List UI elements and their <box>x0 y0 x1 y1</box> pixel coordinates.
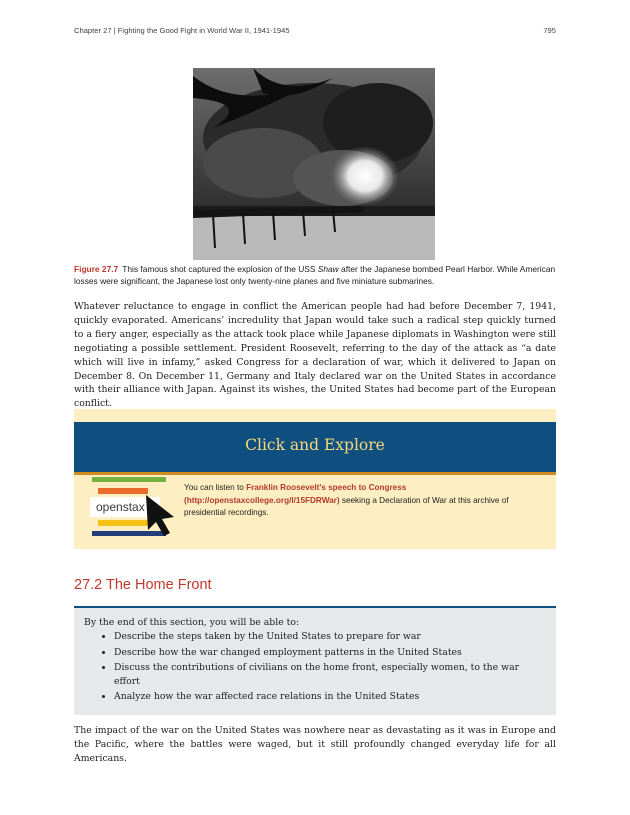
body-paragraph-2: The impact of the war on the United States was nowhere near as devastating as it was in Europe and the Pacific, where the battles were waged, but it still profoundly changed everyday life for all Americans. <box>74 725 556 764</box>
caption-text-part2: after the Japanese bombed Pearl Harbor. While American losses were significant, the Japanese lost only twenty-nine planes and five miniature submarines. <box>74 264 556 286</box>
caption-ship-name: Shaw <box>317 264 339 274</box>
objective-item: • Describe how the war changed employment patterns in the United States <box>114 646 524 660</box>
objectives-intro: By the end of this section, you will be able to: <box>84 617 300 628</box>
explore-title: Click and Explore <box>245 436 385 454</box>
objectives-list <box>90 630 524 706</box>
body-paragraph-1: Whatever reluctance to engage in conflict the American people had had before December 7, 1941, quickly evaporated. Americans’ incredulity that Japan would take such a radical step quickly turned to a fiery anger, especially as the attack took place while Japanese diplomats in Washington were still negotiating a possible settlement. President Roosevelt, referring to the day of the attack as “a date which will live in infamy,” asked Congress for a declaration of war, which it delivered to Japan on December 8. On December 11, Germany and Italy declared war on the United States in accordance with their alliance with Japan. Against its wishes, the United States had become part of the European conflict. <box>74 301 556 410</box>
explore-header <box>74 422 556 472</box>
explore-text-outro: seeking a Declaration of War at this archive of presidential recordings. <box>184 495 509 517</box>
openstax-logo <box>88 477 180 539</box>
explore-text <box>184 482 514 520</box>
explore-divider <box>74 472 556 475</box>
figure-label: Figure 27.7 <box>74 264 119 274</box>
page-number: 795 <box>543 26 556 35</box>
click-and-explore-box <box>74 409 556 549</box>
openstax-logo-text: openstax <box>96 500 145 514</box>
pearl-harbor-photo <box>193 68 435 260</box>
explore-text-intro: You can listen to <box>184 483 247 492</box>
objective-item: • Analyze how the war affected race relations in the United States <box>114 690 524 704</box>
page-header <box>74 26 556 40</box>
caption-text-part1: This famous shot captured the explosion of the USS <box>122 264 318 274</box>
learning-objectives-box <box>74 606 556 715</box>
objective-item: • Discuss the contributions of civilians on the home front, especially women, to the war effort <box>114 661 524 688</box>
objective-item: • Describe the steps taken by the United States to prepare for war <box>114 630 524 644</box>
section-heading: 27.2 The Home Front <box>74 577 212 593</box>
figure-caption <box>74 264 556 287</box>
roosevelt-speech-link[interactable]: Franklin Roosevelt's speech to Congress (http://openstaxcollege.org/l/15FDRWar) <box>184 483 407 505</box>
chapter-title: Chapter 27 | Fighting the Good Fight in World War II, 1941-1945 <box>74 26 290 35</box>
